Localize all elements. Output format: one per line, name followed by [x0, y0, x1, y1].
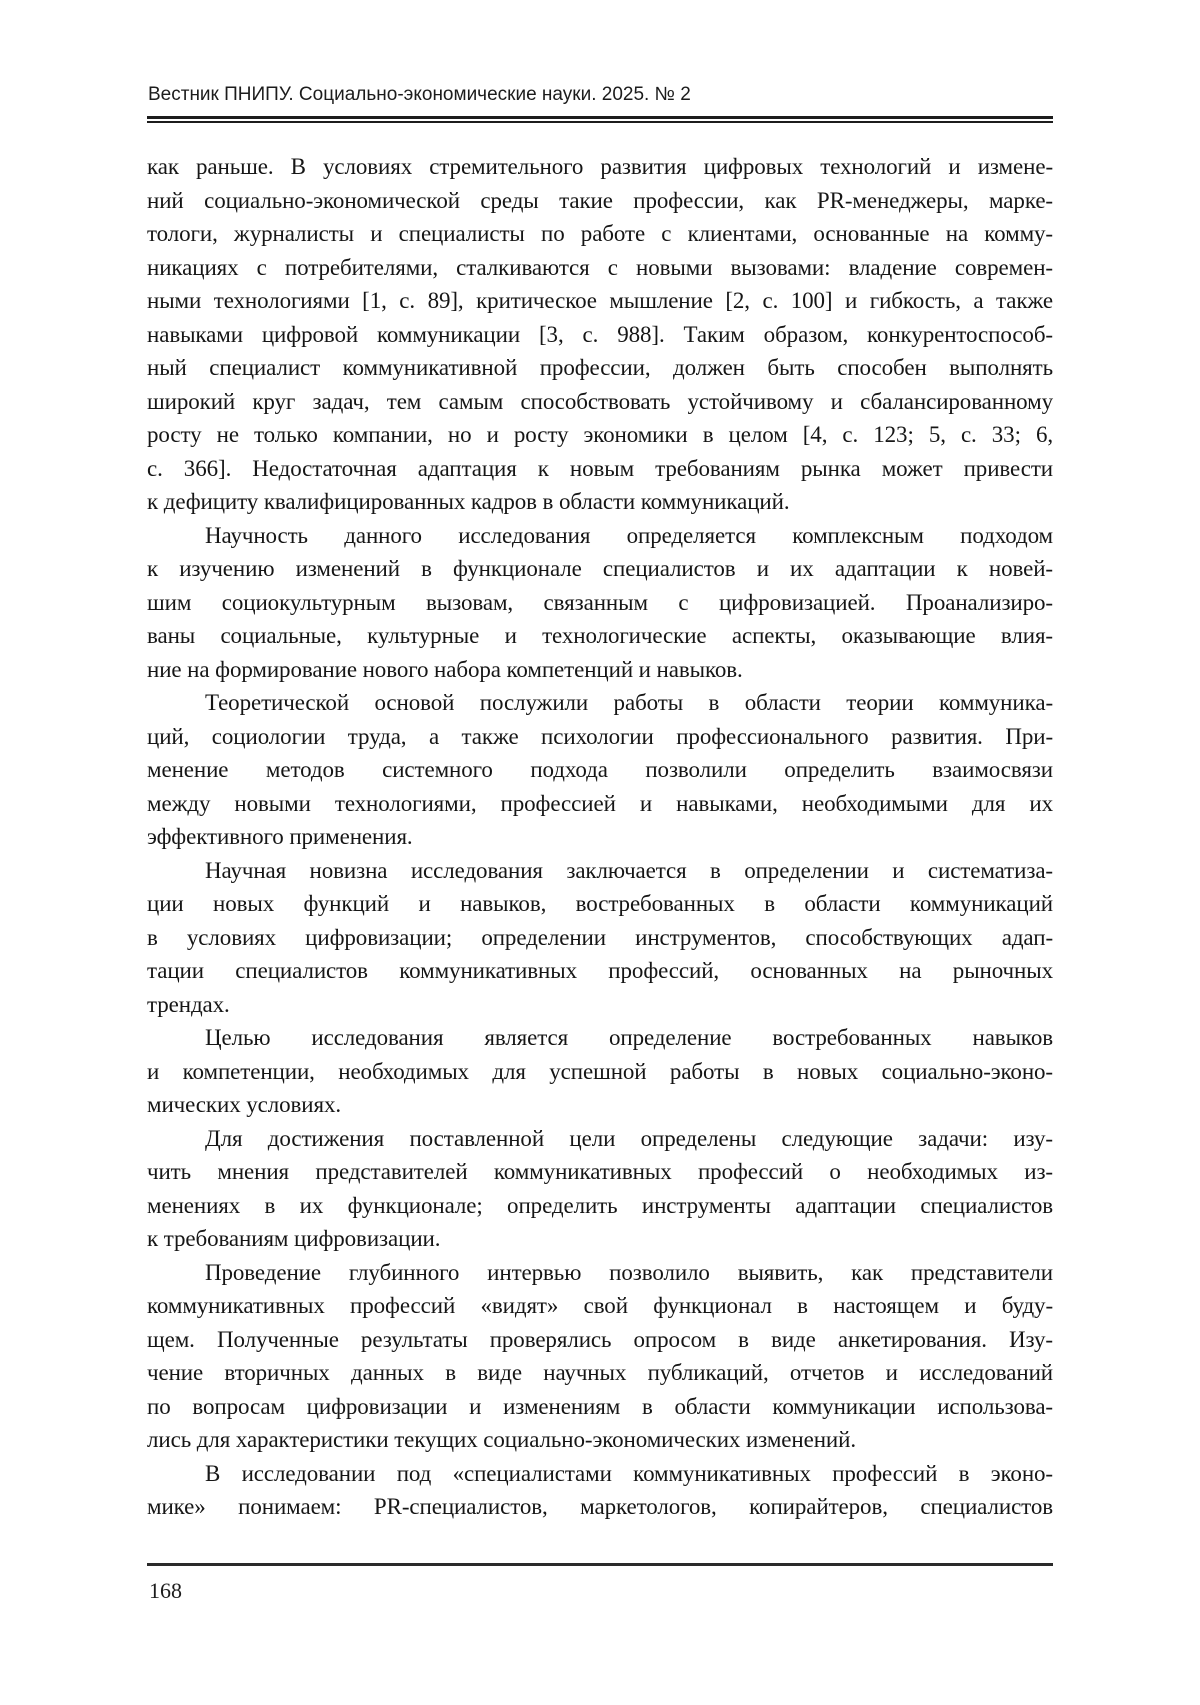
- text-line: щем. Полученные результаты проверялись опросом в виде анкетирования. Изу-: [147, 1326, 1053, 1352]
- text-line: ции новых функций и навыков, востребованных в области коммуникаций: [147, 891, 1053, 916]
- text-line: чение вторичных данных в виде научных публикаций, отчетов и исследований: [147, 1360, 1053, 1385]
- paragraph: [147, 1021, 1053, 1122]
- text-line: В исследовании под «специалистами коммуникативных профессий в эконо-: [205, 1460, 1053, 1486]
- text-line: Научность данного исследования определяется комплексным подходом: [205, 522, 1053, 548]
- text-line: ными технологиями [1, с. 89], критическое мышление [2, с. 100] и гибкость, а также: [147, 288, 1053, 313]
- paragraph: [147, 686, 1053, 854]
- text-line: мических условиях.: [147, 1092, 342, 1117]
- text-line: никациях с потребителями, сталкиваются с новыми вызовами: владение современ-: [147, 254, 1053, 280]
- text-line: ваны социальные, культурные и технологические аспекты, оказывающие влия-: [147, 623, 1053, 648]
- text-line: по вопросам цифровизации и изменениям в области коммуникации использова-: [147, 1393, 1053, 1419]
- text-line: широкий круг задач, тем самым способствовать устойчивому и сбалансированному: [147, 388, 1053, 414]
- body-text: [147, 150, 1053, 1524]
- paragraph: [147, 150, 1053, 519]
- journal-title: Вестник ПНИПУ. Социально-экономические науки. 2025. № 2: [148, 84, 691, 105]
- text-line: росту не только компании, но и росту экономики в целом [4, с. 123; 5, с. 33; 6,: [147, 422, 1053, 447]
- running-header: [148, 83, 1054, 106]
- page-number: 168: [149, 1578, 182, 1603]
- text-line: навыками цифровой коммуникации [3, с. 988]. Таким образом, конкурентоспособ-: [147, 321, 1053, 347]
- text-line: ние на формирование нового набора компетенций и навыков.: [147, 656, 743, 682]
- paragraph: [147, 1122, 1053, 1256]
- text-line: коммуникативных профессий «видят» свой функционал в настоящем и буду-: [147, 1293, 1053, 1318]
- text-line: Для достижения поставленной цели определены следующие задачи: изу-: [205, 1125, 1053, 1151]
- text-line: ний социально-экономической среды такие профессии, как PR-менеджеры, марке-: [147, 187, 1053, 213]
- paragraph: [147, 854, 1053, 1022]
- text-line: в условиях цифровизации; определении инструментов, способствующих адап-: [147, 924, 1053, 950]
- text-line: чить мнения представителей коммуникативных профессий о необходимых из-: [147, 1159, 1053, 1184]
- text-line: ций, социологии труда, а также психологии профессионального развития. При-: [147, 723, 1053, 749]
- text-line: Проведение глубинного интервью позволило выявить, как представители: [205, 1259, 1053, 1285]
- text-line: ный специалист коммуникативной профессии, должен быть способен выполнять: [147, 355, 1053, 380]
- text-line: Теоретической основой послужили работы в области теории коммуника-: [205, 690, 1053, 715]
- text-line: лись для характеристики текущих социально-экономических изменений.: [147, 1427, 856, 1452]
- text-line: к требованиям цифровизации.: [147, 1226, 441, 1251]
- paragraph: [147, 1457, 1053, 1524]
- header-rule: [147, 116, 1053, 123]
- text-line: менение методов системного подхода позволили определить взаимосвязи: [147, 757, 1053, 782]
- text-line: шим социокультурным вызовам, связанным с цифровизацией. Проанализиро-: [147, 589, 1053, 615]
- paragraph: [147, 1256, 1053, 1457]
- text-line: Целью исследования является определение востребованных навыков: [205, 1025, 1053, 1050]
- text-line: мике» понимаем: PR-специалистов, маркетологов, копирайтеров, специалистов: [147, 1494, 1053, 1519]
- text-line: между новыми технологиями, профессией и навыками, необходимыми для их: [147, 790, 1053, 816]
- text-line: тации специалистов коммуникативных профессий, основанных на рыночных: [147, 958, 1053, 983]
- text-line: тологи, журналисты и специалисты по работе с клиентами, основанные на комму-: [147, 221, 1053, 246]
- text-line: Научная новизна исследования заключается в определении и систематиза-: [205, 857, 1053, 883]
- text-line: менениях в их функционале; определить инструменты адаптации специалистов: [147, 1192, 1053, 1218]
- text-line: к дефициту квалифицированных кадров в области коммуникаций.: [147, 489, 790, 514]
- text-line: и компетенции, необходимых для успешной работы в новых социально-эконо-: [147, 1058, 1053, 1084]
- text-line: с. 366]. Недостаточная адаптация к новым требованиям рынка может привести: [147, 455, 1053, 481]
- text-line: эффективного применения.: [147, 824, 413, 849]
- text-line: трендах.: [147, 991, 230, 1017]
- footer-rule: [147, 1563, 1053, 1566]
- text-line: как раньше. В условиях стремительного развития цифровых технологий и измене-: [147, 154, 1053, 179]
- text-line: к изучению изменений в функционале специалистов и их адаптации к новей-: [147, 556, 1053, 581]
- paragraph: [147, 519, 1053, 687]
